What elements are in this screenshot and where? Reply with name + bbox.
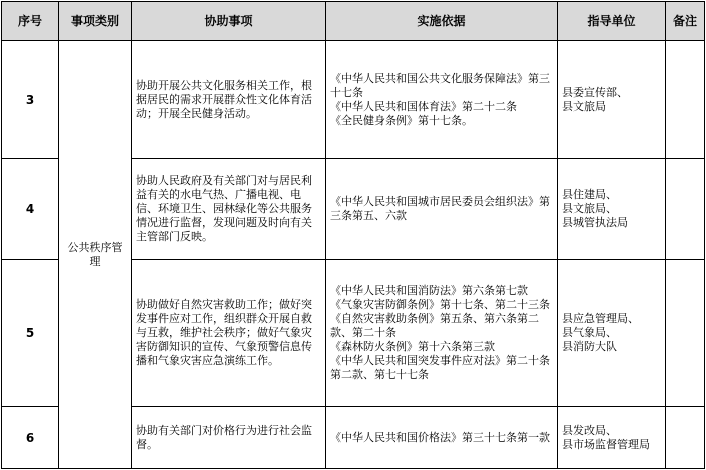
row-number: 5 <box>2 260 59 407</box>
unit-cell <box>558 41 666 159</box>
unit-cell <box>558 407 666 469</box>
unit-line: 县应急管理局、 <box>562 312 639 325</box>
basis-cell <box>326 41 558 159</box>
matter-cell: 协助人民政府及有关部门对与居民利益有关的水电气热、广播电视、电信、环境卫生、园林绿化等公共服务情况进行监督，发现问题及时向有关主管部门反映。 <box>132 159 326 260</box>
unit-line: 县文旅局 <box>562 99 606 113</box>
basis-line: 《中华人民共和国消防法》第六条第七款 <box>330 284 528 297</box>
header-row <box>2 2 705 41</box>
matters-table <box>1 1 705 469</box>
basis-line: 《全民健身条例》第十七条。 <box>330 113 473 127</box>
basis-line: 《中华人民共和国公共文化服务保障法》第三十七条 <box>330 71 550 99</box>
basis-line: 《自然灾害救助条例》第五条、第六条第二款、第二十条 <box>330 312 539 339</box>
remark-cell <box>666 41 705 159</box>
table-row <box>2 41 705 159</box>
header-basis: 实施依据 <box>326 2 558 41</box>
row-number: 3 <box>2 41 59 159</box>
row-number: 4 <box>2 159 59 260</box>
unit-line: 县发改局、 <box>562 423 617 437</box>
basis-line: 《中华人民共和国城市居民委员会组织法》第三条第五、六款 <box>330 195 550 222</box>
basis-cell <box>326 407 558 469</box>
unit-line: 县委宣传部、 <box>562 85 628 99</box>
basis-cell <box>326 159 558 260</box>
unit-cell <box>558 260 666 407</box>
basis-line: 《中华人民共和国价格法》第三十七条第一款 <box>330 430 550 444</box>
row-number: 6 <box>2 407 59 469</box>
unit-cell <box>558 159 666 260</box>
basis-cell <box>326 260 558 407</box>
remark-cell <box>666 159 705 260</box>
matter-cell: 协助开展公共文化服务相关工作，根据居民的需求开展群众性文化体育活动；开展全民健身活动。 <box>132 41 326 159</box>
matter-cell: 协助做好自然灾害救助工作；做好突发事件应对工作，组织群众开展自救与互救，维护社会秩序；做好气象灾害防御知识的宣传、气象预警信息传播和气象灾害应急演练工作。 <box>132 260 326 407</box>
unit-line: 县气象局、 <box>562 326 617 339</box>
basis-line: 《气象灾害防御条例》第十七条、第二十三条 <box>330 298 550 311</box>
unit-line: 县市场监督管理局 <box>562 437 650 451</box>
header-no: 序号 <box>2 2 59 41</box>
header-matter: 协助事项 <box>132 2 326 41</box>
header-category: 事项类别 <box>59 2 132 41</box>
header-unit: 指导单位 <box>558 2 666 41</box>
basis-line: 《森林防火条例》第十六条第三款 <box>330 340 495 353</box>
unit-line: 县住建局、 <box>562 188 617 201</box>
basis-line: 《中华人民共和国突发事件应对法》第二十条第二款、第七十七条 <box>330 354 550 381</box>
matter-cell: 协助有关部门对价格行为进行社会监督。 <box>132 407 326 469</box>
remark-cell <box>666 260 705 407</box>
category-cell: 公共秩序管理 <box>59 41 132 469</box>
header-remark: 备注 <box>666 2 705 41</box>
unit-line: 县城管执法局 <box>562 216 628 229</box>
basis-line: 《中华人民共和国体育法》第二十二条 <box>330 99 517 113</box>
remark-cell <box>666 407 705 469</box>
unit-line: 县消防大队 <box>562 340 617 353</box>
unit-line: 县文旅局、 <box>562 202 617 215</box>
